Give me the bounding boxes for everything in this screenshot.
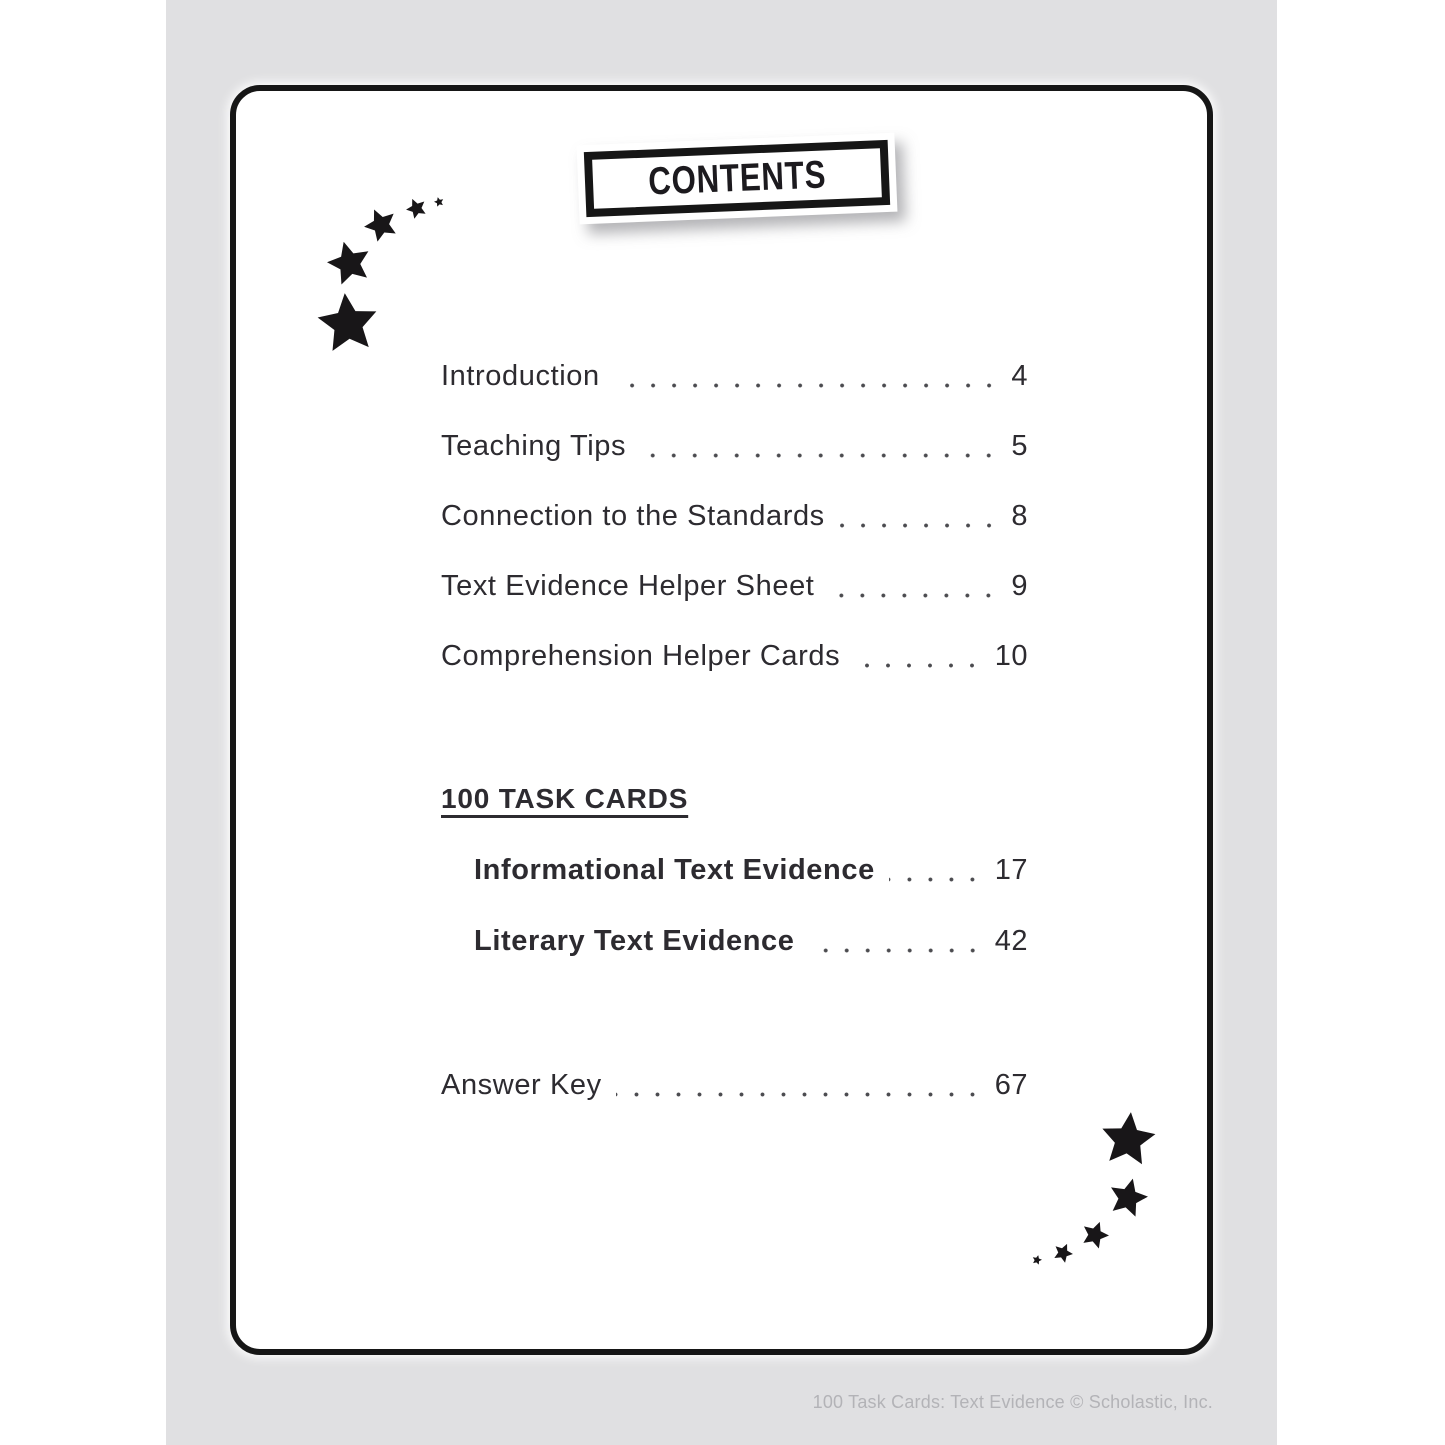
toc-entry-page-number: 5: [1011, 430, 1028, 462]
toc-entry: [441, 498, 1028, 534]
toc-entry-label: Introduction: [441, 360, 600, 392]
toc-entry-label: Connection to the Standards: [441, 500, 825, 532]
star-icon: [1031, 1254, 1043, 1266]
toc-entry-label: Teaching Tips: [441, 430, 627, 462]
toc-entry-label: Comprehension Helper Cards: [441, 640, 841, 672]
toc-entry-page-number: 10: [994, 640, 1028, 672]
star-icon: [322, 236, 377, 291]
copyright-footer: 100 Task Cards: Text Evidence © Scholastic, Inc.: [812, 1392, 1213, 1412]
toc-entry-label: Answer Key: [441, 1069, 602, 1101]
toc-entry: [441, 852, 1028, 888]
star-icon: [1050, 1240, 1076, 1266]
toc-entry-page-number: 9: [1011, 570, 1028, 602]
dot-leader: [889, 876, 983, 883]
background-mat: [166, 0, 1277, 1445]
dot-leader: [809, 947, 983, 954]
toc-entry: [441, 781, 1028, 817]
toc-entry: [441, 923, 1028, 959]
toc-entry-page-number: 17: [994, 854, 1028, 886]
dot-leader: [614, 382, 1000, 389]
star-icon: [1104, 1174, 1152, 1222]
toc-entry: [441, 428, 1028, 464]
contents-title-box: [577, 133, 898, 225]
toc-entry-page-number: 4: [1011, 360, 1028, 392]
page-title: CONTENTS: [647, 152, 827, 204]
dot-leader: [616, 1091, 983, 1098]
toc-entry-page-number: 67: [994, 1069, 1028, 1101]
star-icon: [433, 196, 445, 208]
toc-entry-label: Literary Text Evidence: [474, 925, 795, 957]
toc-entry-label: 100 TASK CARDS: [441, 783, 689, 814]
star-icon: [359, 203, 404, 248]
toc-entry: [441, 638, 1028, 674]
star-icon: [403, 195, 431, 223]
dot-leader: [839, 522, 1000, 529]
toc-entry-page-number: 42: [994, 925, 1028, 957]
star-icon: [1097, 1109, 1159, 1171]
star-icon: [1077, 1217, 1113, 1253]
toc-entry-label: Text Evidence Helper Sheet: [441, 570, 815, 602]
contents-title-frame: [584, 140, 890, 217]
toc-entry: [441, 1067, 1028, 1103]
toc-entry-label: Informational Text Evidence: [474, 854, 875, 886]
dot-leader: [640, 452, 999, 459]
dot-leader: [828, 592, 999, 599]
toc-entry: [441, 358, 1028, 394]
star-icon: [314, 290, 382, 358]
toc-entry-page-number: 8: [1011, 500, 1028, 532]
toc-entry: [441, 568, 1028, 604]
table-of-contents: [441, 358, 1028, 1103]
dot-leader: [854, 662, 983, 669]
contents-page: [230, 85, 1213, 1355]
